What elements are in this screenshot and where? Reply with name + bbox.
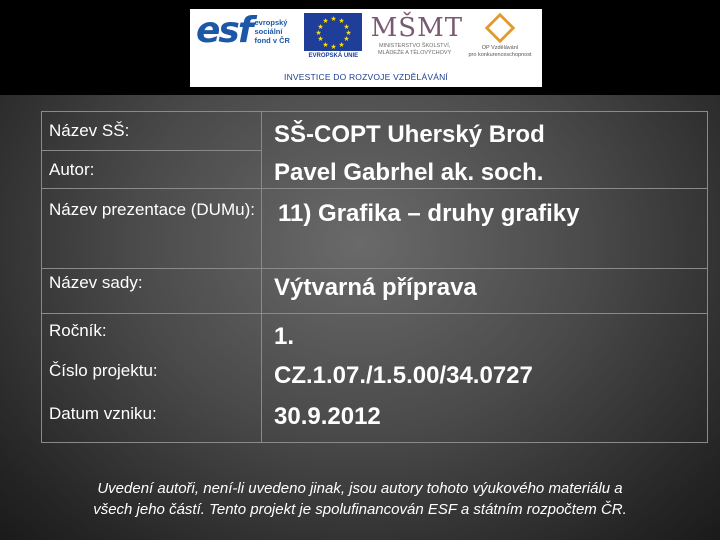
row-label-set: Název sady: — [42, 269, 262, 314]
row-value-presentation: 11) Grafika – druhy grafiky — [262, 189, 708, 269]
esf-logo-mark: esf — [196, 10, 252, 51]
row-value-year: 1. — [274, 323, 295, 350]
msmt-logo — [370, 13, 464, 57]
row-labels-bottom — [42, 314, 262, 443]
row-value-school: SŠ-COPT Uherský Brod — [274, 121, 545, 148]
row-label-school: Název SŠ: — [42, 112, 262, 151]
row-label-year: Ročník: — [49, 321, 107, 340]
row-value-author: Pavel Gabrhel ak. soch. — [274, 159, 544, 186]
row-label-author: Autor: — [42, 151, 262, 189]
eu-logo — [301, 13, 365, 59]
table-row — [42, 269, 708, 314]
table-row — [42, 314, 708, 443]
eu-logo-text: EVROPSKÁ UNIE — [308, 53, 359, 59]
op-logo-icon — [485, 13, 516, 44]
esf-logo — [196, 10, 296, 51]
esf-logo-text: evropský sociální fond v ČR — [254, 17, 290, 45]
footer-note — [20, 478, 700, 520]
investice-tagline: INVESTICE DO ROZVOJE VZDĚLÁVÁNÍ — [284, 72, 448, 82]
row-label-presentation: Název prezentace (DUMu): — [42, 189, 262, 269]
footer-line-1: Uvedení autoři, není-li uvedeno jinak, jsou autory tohoto výukového materiálu a — [97, 480, 623, 497]
msmt-logo-text: MINISTERSTVO ŠKOLSTVÍ, MLÁDEŽE A TĚLOVÝCHOVY — [378, 43, 452, 56]
row-label-date: Datum vzniku: — [49, 404, 157, 423]
op-logo-text: OP Vzdělávání pro konkurenceschopnost — [468, 45, 532, 58]
info-table — [41, 111, 708, 443]
row-value-set: Výtvarná příprava — [262, 269, 708, 314]
msmt-logo-mark: MŠMT — [370, 13, 464, 43]
row-value-date: 30.9.2012 — [274, 403, 381, 430]
eu-flag-icon: ★ ★ ★ ★ ★ ★ ★ ★ ★ ★ ★ ★ — [304, 13, 362, 51]
table-row — [42, 189, 708, 269]
funding-logo-strip — [190, 9, 542, 87]
footer-line-2: všech jeho částí. Tento projekt je spolufinancován ESF a státním rozpočtem ČR. — [93, 501, 627, 518]
row-value-project: CZ.1.07./1.5.00/34.0727 — [274, 362, 533, 389]
op-logo — [464, 13, 536, 58]
row-values-bottom — [262, 314, 708, 443]
row-label-project: Číslo projektu: — [49, 361, 158, 380]
row-values-school-author — [262, 112, 708, 189]
table-row — [42, 112, 708, 151]
